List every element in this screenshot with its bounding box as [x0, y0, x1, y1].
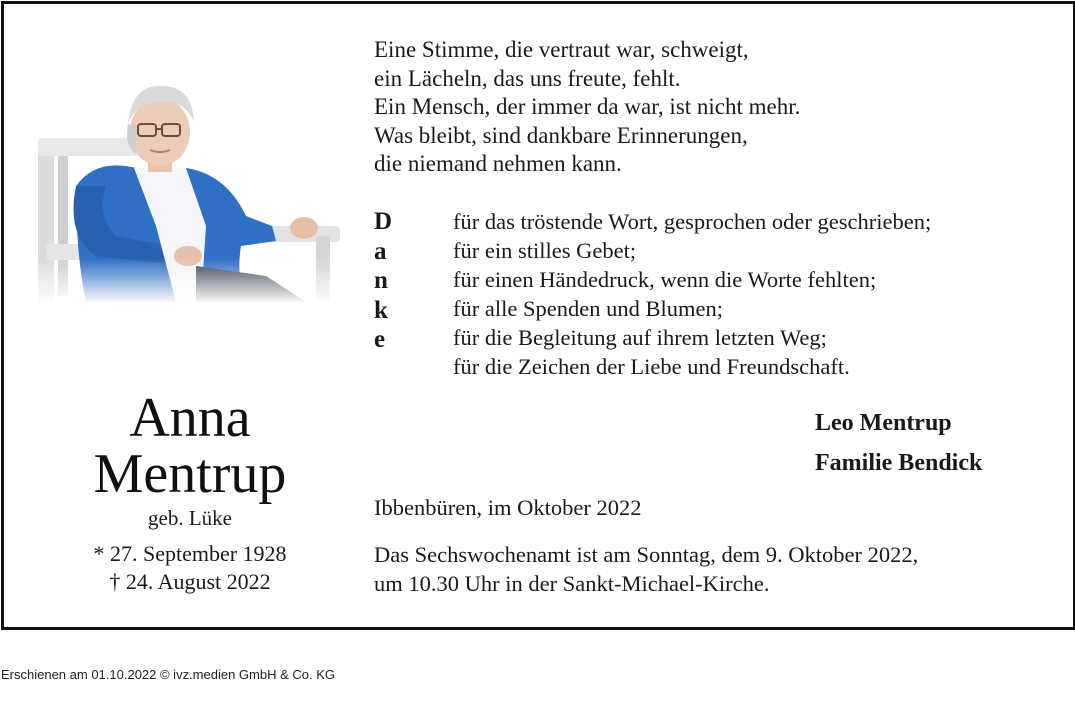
deceased-last-name: Mentrup — [93, 443, 287, 505]
birth-date: * 27. September 1928 — [93, 541, 287, 566]
service-notice — [374, 540, 918, 598]
thanks-line: für die Begleitung auf ihrem letzten Weg; — [453, 325, 827, 350]
notice-line: Das Sechswochenamt ist am Sonntag, dem 9. Oktober 2022, — [374, 542, 919, 567]
poem-line: die niemand nehmen kann. — [374, 151, 622, 176]
poem-line: Was bleibt, sind dankbare Erinnerungen, — [374, 122, 748, 148]
thanks-line: für die Zeichen der Liebe und Freundschaft. — [453, 354, 850, 379]
deceased-first-name: Anna — [129, 387, 251, 449]
death-date: † 24. August 2022 — [109, 569, 271, 594]
danke-letter: D — [374, 208, 393, 235]
danke-vertical-word — [374, 207, 392, 355]
publication-footer: Erschienen am 01.10.2022 © ivz.medien GmbH & Co. KG — [1, 667, 336, 682]
thanks-line: für einen Händedruck, wenn die Worte fehlten; — [453, 267, 877, 292]
poem-line: ein Lächeln, das uns freute, fehlt. — [374, 65, 681, 91]
danke-letter: e — [374, 326, 386, 353]
signer-name: Leo Mentrup — [815, 410, 952, 436]
thanks-line: für das tröstende Wort, gesprochen oder geschrieben; — [453, 209, 932, 234]
danke-letter: n — [374, 267, 388, 294]
notice-line: um 10.30 Uhr in der Sankt-Michael-Kirche. — [374, 571, 770, 596]
thanks-list — [453, 207, 931, 381]
poem-line: Eine Stimme, die vertraut war, schweigt, — [374, 37, 749, 62]
poem-line: Ein Mensch, der immer da war, ist nicht mehr. — [374, 94, 801, 119]
portrait-photo — [36, 76, 346, 304]
poem — [374, 36, 800, 179]
thanks-line: für ein stilles Gebet; — [453, 238, 637, 263]
signer-name: Familie Bendick — [815, 450, 983, 476]
thanks-line: für alle Spenden und Blumen; — [453, 296, 723, 321]
place-date: Ibbenbüren, im Oktober 2022 — [374, 495, 642, 520]
born-name: geb. Lüke — [148, 506, 232, 530]
danke-letter: a — [374, 237, 387, 265]
danke-letter: k — [374, 296, 388, 324]
